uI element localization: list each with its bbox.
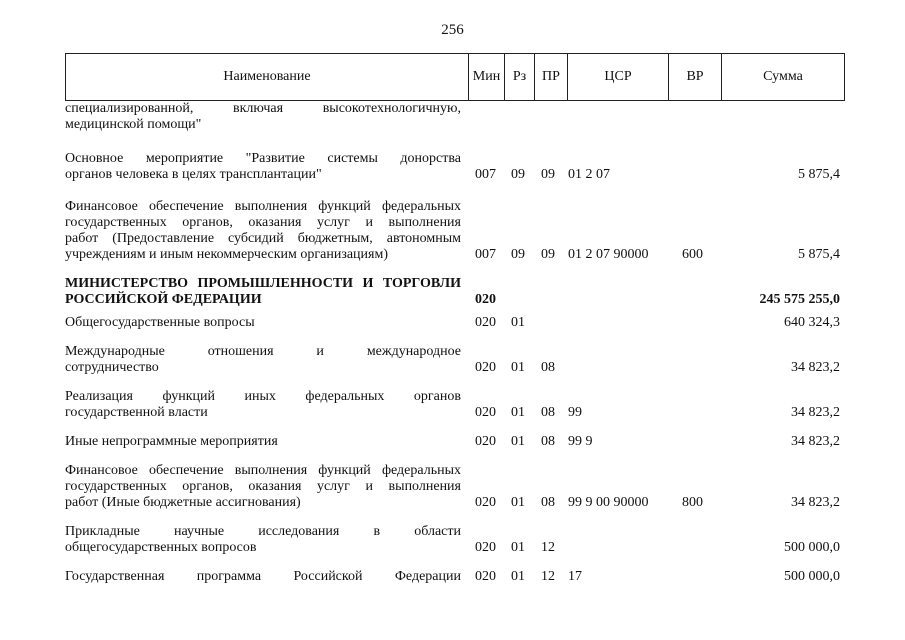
table-row	[65, 389, 845, 421]
row-min: 020	[475, 292, 496, 307]
table-row	[65, 524, 845, 556]
row-name	[65, 315, 467, 331]
table-body	[65, 101, 845, 585]
row-min: 020	[475, 495, 496, 510]
row-name	[65, 151, 467, 183]
row-name	[65, 569, 467, 585]
row-pr: 09	[541, 247, 555, 262]
header-vr: ВР	[668, 54, 721, 100]
header-min: Мин	[468, 54, 504, 100]
table-header	[65, 53, 845, 101]
table-row	[65, 276, 845, 308]
row-pr: 09	[541, 167, 555, 182]
table-row	[65, 434, 845, 450]
row-name-line: РОССИЙСКОЙ ФЕДЕРАЦИИ	[65, 292, 262, 307]
row-csr: 99 9	[568, 434, 593, 449]
row-name	[65, 344, 467, 376]
row-pr: 12	[541, 540, 555, 555]
row-name	[65, 524, 467, 556]
row-vr: 800	[682, 495, 703, 510]
row-name-line: специализированной, включая высокотехнологичную,	[65, 101, 461, 116]
row-name-line: Общегосударственные вопросы	[65, 315, 255, 330]
row-name-line: государственной власти	[65, 405, 208, 420]
row-rz: 01	[511, 495, 525, 510]
row-name-line: учреждениям и иным некоммерческим организациям)	[65, 247, 389, 262]
row-sum: 640 324,3	[784, 315, 840, 330]
row-rz: 01	[511, 540, 525, 555]
row-pr: 08	[541, 360, 555, 375]
row-rz: 09	[511, 247, 525, 262]
table-row	[65, 344, 845, 376]
row-rz: 01	[511, 569, 525, 584]
row-csr: 99 9 00 90000	[568, 495, 649, 510]
row-sum: 500 000,0	[784, 540, 840, 555]
table-row	[65, 151, 845, 183]
row-name-line: органов человека в целях трансплантации"	[65, 167, 322, 182]
row-name-line: Реализация функций иных федеральных органов	[65, 389, 461, 404]
row-name-line: государственных органов, оказания услуг и выполнения	[65, 479, 461, 494]
row-sum: 34 823,2	[791, 360, 840, 375]
header-csr: ЦСР	[567, 54, 668, 100]
row-name-line: Основное мероприятие "Развитие системы донорства	[65, 151, 461, 166]
table-row	[65, 463, 845, 511]
row-name-line: МИНИСТЕРСТВО ПРОМЫШЛЕННОСТИ И ТОРГОВЛИ	[65, 276, 461, 291]
row-sum: 5 875,4	[798, 247, 840, 262]
row-sum: 34 823,2	[791, 405, 840, 420]
row-sum: 245 575 255,0	[759, 292, 840, 307]
row-csr: 01 2 07 90000	[568, 247, 649, 262]
row-csr: 01 2 07	[568, 167, 610, 182]
budget-table	[65, 53, 845, 585]
row-vr: 600	[682, 247, 703, 262]
row-pr: 08	[541, 434, 555, 449]
table-row	[65, 569, 845, 585]
row-min: 020	[475, 540, 496, 555]
row-min: 020	[475, 405, 496, 420]
row-name	[65, 434, 467, 450]
header-sum: Сумма	[721, 54, 844, 100]
row-min: 020	[475, 360, 496, 375]
row-sum: 500 000,0	[784, 569, 840, 584]
row-rz: 01	[511, 434, 525, 449]
row-rz: 01	[511, 360, 525, 375]
row-name-line: Иные непрограммные мероприятия	[65, 434, 278, 449]
row-name	[65, 199, 467, 263]
row-name-line: сотрудничество	[65, 360, 159, 375]
row-name	[65, 101, 467, 133]
row-sum: 34 823,2	[791, 434, 840, 449]
row-name-line: Финансовое обеспечение выполнения функций федеральных	[65, 199, 461, 214]
page-number: 256	[441, 22, 464, 38]
row-pr: 08	[541, 495, 555, 510]
row-csr: 99	[568, 405, 582, 420]
row-rz: 01	[511, 315, 525, 330]
row-min: 020	[475, 434, 496, 449]
row-rz: 01	[511, 405, 525, 420]
row-name-line: медицинской помощи"	[65, 117, 202, 132]
row-name-line: работ (Иные бюджетные ассигнования)	[65, 495, 301, 510]
row-name	[65, 463, 467, 511]
row-name-line: государственных органов, оказания услуг и выполнения	[65, 215, 461, 230]
row-name-line: работ (Предоставление субсидий бюджетным, автономным	[65, 231, 461, 246]
row-name-line: общегосударственных вопросов	[65, 540, 257, 555]
row-name-line: Финансовое обеспечение выполнения функций федеральных	[65, 463, 461, 478]
table-row	[65, 315, 845, 331]
row-name-line: Международные отношения и международное	[65, 344, 461, 359]
table-row	[65, 101, 845, 133]
header-pr: ПР	[534, 54, 567, 100]
row-rz: 09	[511, 167, 525, 182]
header-name: Наименование	[223, 69, 311, 84]
row-csr: 17	[568, 569, 582, 584]
row-name	[65, 389, 467, 421]
row-min: 020	[475, 315, 496, 330]
row-min: 007	[475, 247, 496, 262]
row-pr: 08	[541, 405, 555, 420]
row-name-line: Государственная программа Российской Федерации	[65, 569, 461, 584]
row-pr: 12	[541, 569, 555, 584]
row-sum: 34 823,2	[791, 495, 840, 510]
header-rz: Рз	[504, 54, 534, 100]
row-sum: 5 875,4	[798, 167, 840, 182]
row-name-line: Прикладные научные исследования в области	[65, 524, 461, 539]
row-min: 020	[475, 569, 496, 584]
row-name	[65, 276, 467, 308]
row-min: 007	[475, 167, 496, 182]
table-row	[65, 199, 845, 263]
